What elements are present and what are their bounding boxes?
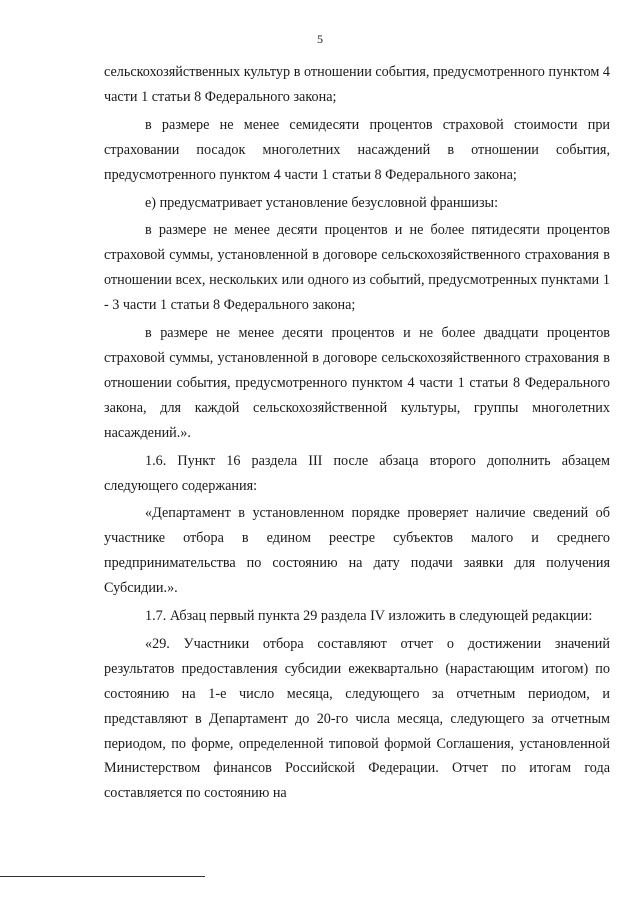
- page-number: 5: [317, 32, 323, 46]
- footer-divider: [0, 876, 205, 877]
- paragraph-4: в размере не менее десяти процентов и не более пятидесяти процентов страховой суммы, установленной в договоре сельскохозяйственного страхования в отношении всех, нескольких или одного из событий, предусмотренных пунктами 1 - 3 части 1 статьи 8 Федерального закона;: [104, 222, 610, 314]
- paragraph-7: «Департамент в установленном порядке проверяет наличие сведений об участнике отбора в едином реестре субъектов малого и среднего предпринимательства по состоянию на дату подачи заявки для получения Субсидии.».: [104, 505, 610, 597]
- paragraph-5: в размере не менее десяти процентов и не более двадцати процентов страховой суммы, установленной в договоре сельскохозяйственного страхования в отношении события, предусмотренного пунктом 4 части 1 статьи 8 Федерального закона, для каждой сельскохозяйственной культуры, группы многолетних насаждений.».: [104, 325, 610, 441]
- paragraph-3: е) предусматривает установление безусловной франшизы:: [145, 194, 499, 211]
- paragraph-2: в размере не менее семидесяти процентов страховой стоимости при страховании посадок многолетних насаждений в отношении события, предусмотренного пунктом 4 части 1 статьи 8 Федерального закона;: [104, 116, 610, 183]
- paragraph-1: сельскохозяйственных культур в отношении события, предусмотренного пунктом 4 части 1 статьи 8 Федерального закона;: [104, 64, 610, 105]
- document-body: [104, 60, 610, 809]
- paragraph-6: 1.6. Пункт 16 раздела III после абзаца второго дополнить абзацем следующего содержания:: [104, 452, 610, 494]
- paragraph-8: 1.7. Абзац первый пункта 29 раздела IV изложить в следующей редакции:: [145, 608, 593, 625]
- paragraph-9: «29. Участники отбора составляют отчет о достижении значений результатов предоставления субсидии ежеквартально (нарастающим итогом) по состоянию на 1-е число месяца, следующего за отчетным периодом, и представляют в Департамент до 20-го числа месяца, следующего за отчетным периодом, по форме, определенной типовой формой Соглашения, установленной Министерством финансов Российской Федерации. Отчет по итогам года составляется по состоянию на: [104, 635, 610, 802]
